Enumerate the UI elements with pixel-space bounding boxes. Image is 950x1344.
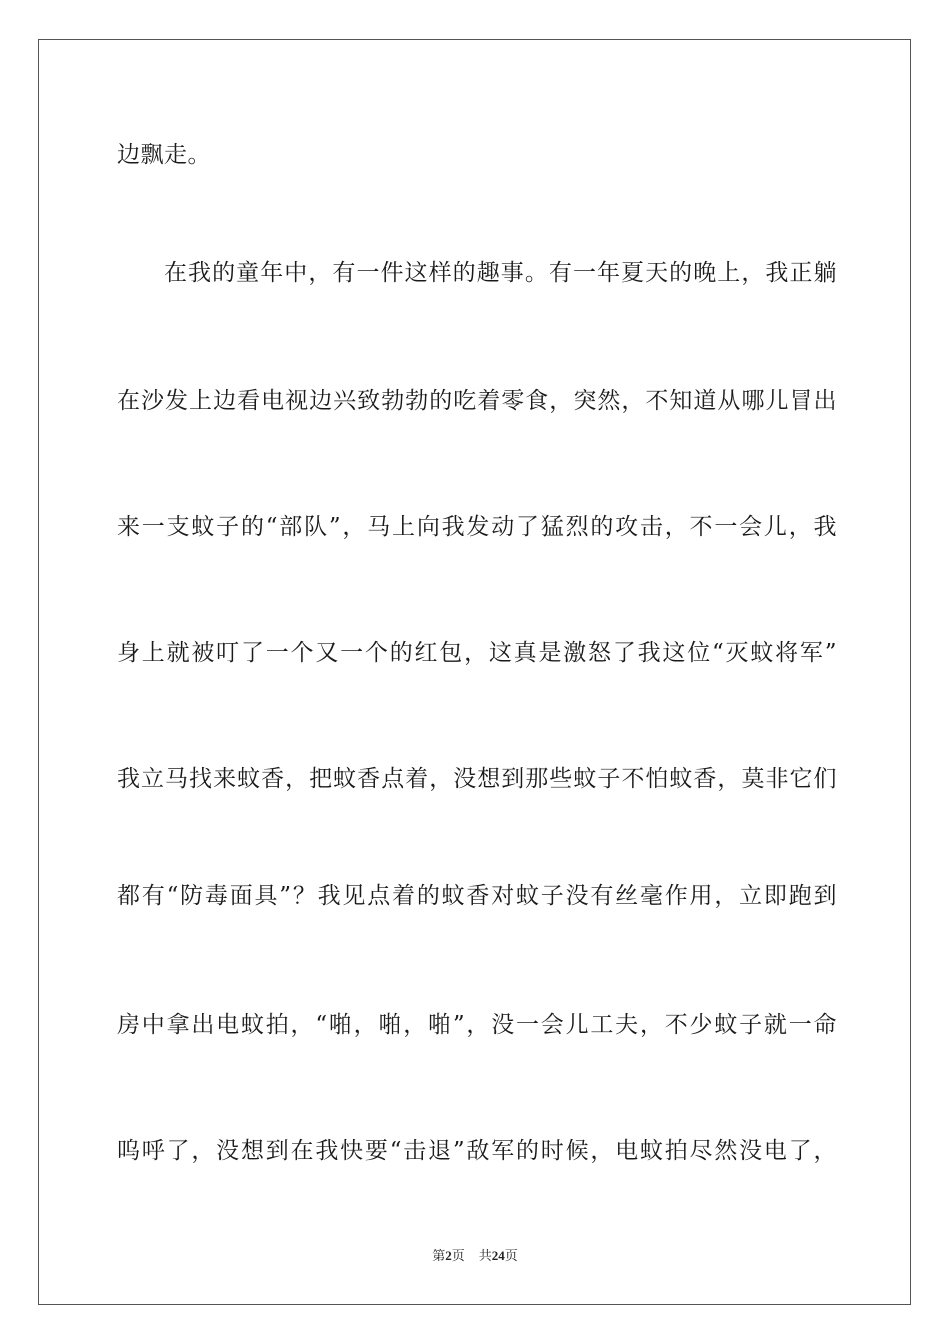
paragraph-first-line: 在我的童年中，有一件这样的趣事。有一年夏天的晚上，我正躺 <box>164 260 837 286</box>
page-border <box>38 39 911 1305</box>
text-line-9: 呜呼了，没想到在我快要“击退”敌军的时候，电蚊拍尽然没电了， <box>117 1138 837 1164</box>
text-line-6: 我立马找来蚊香，把蚊香点着，没想到那些蚊子不怕蚊香，莫非它们 <box>117 766 837 792</box>
page-prefix: 第 <box>432 1249 446 1264</box>
text-line-3: 在沙发上边看电视边兴致勃勃的吃着零食，突然，不知道从哪儿冒出 <box>117 388 837 414</box>
text-line-1: 边飘走。 <box>117 142 211 168</box>
total-pages: 24 <box>491 1248 505 1263</box>
total-prefix: 共 <box>478 1249 492 1264</box>
total-suffix: 页 <box>504 1249 518 1264</box>
text-line-5: 身上就被叮了一个又一个的红包，这真是激怒了我这位“灭蚊将军” <box>117 640 837 666</box>
text-line-8: 房中拿出电蚊拍，“啪，啪，啪”，没一会儿工夫，不少蚊子就一命 <box>117 1012 837 1038</box>
text-line-4: 来一支蚊子的“部队”，马上向我发动了猛烈的攻击，不一会儿，我 <box>117 514 837 540</box>
page-number: 2 <box>445 1248 452 1263</box>
text-line-7: 都有“防毒面具”？我见点着的蚊香对蚊子没有丝毫作用，立即跑到 <box>117 883 837 909</box>
page-footer <box>0 1248 950 1265</box>
page-suffix: 页 <box>451 1249 465 1264</box>
